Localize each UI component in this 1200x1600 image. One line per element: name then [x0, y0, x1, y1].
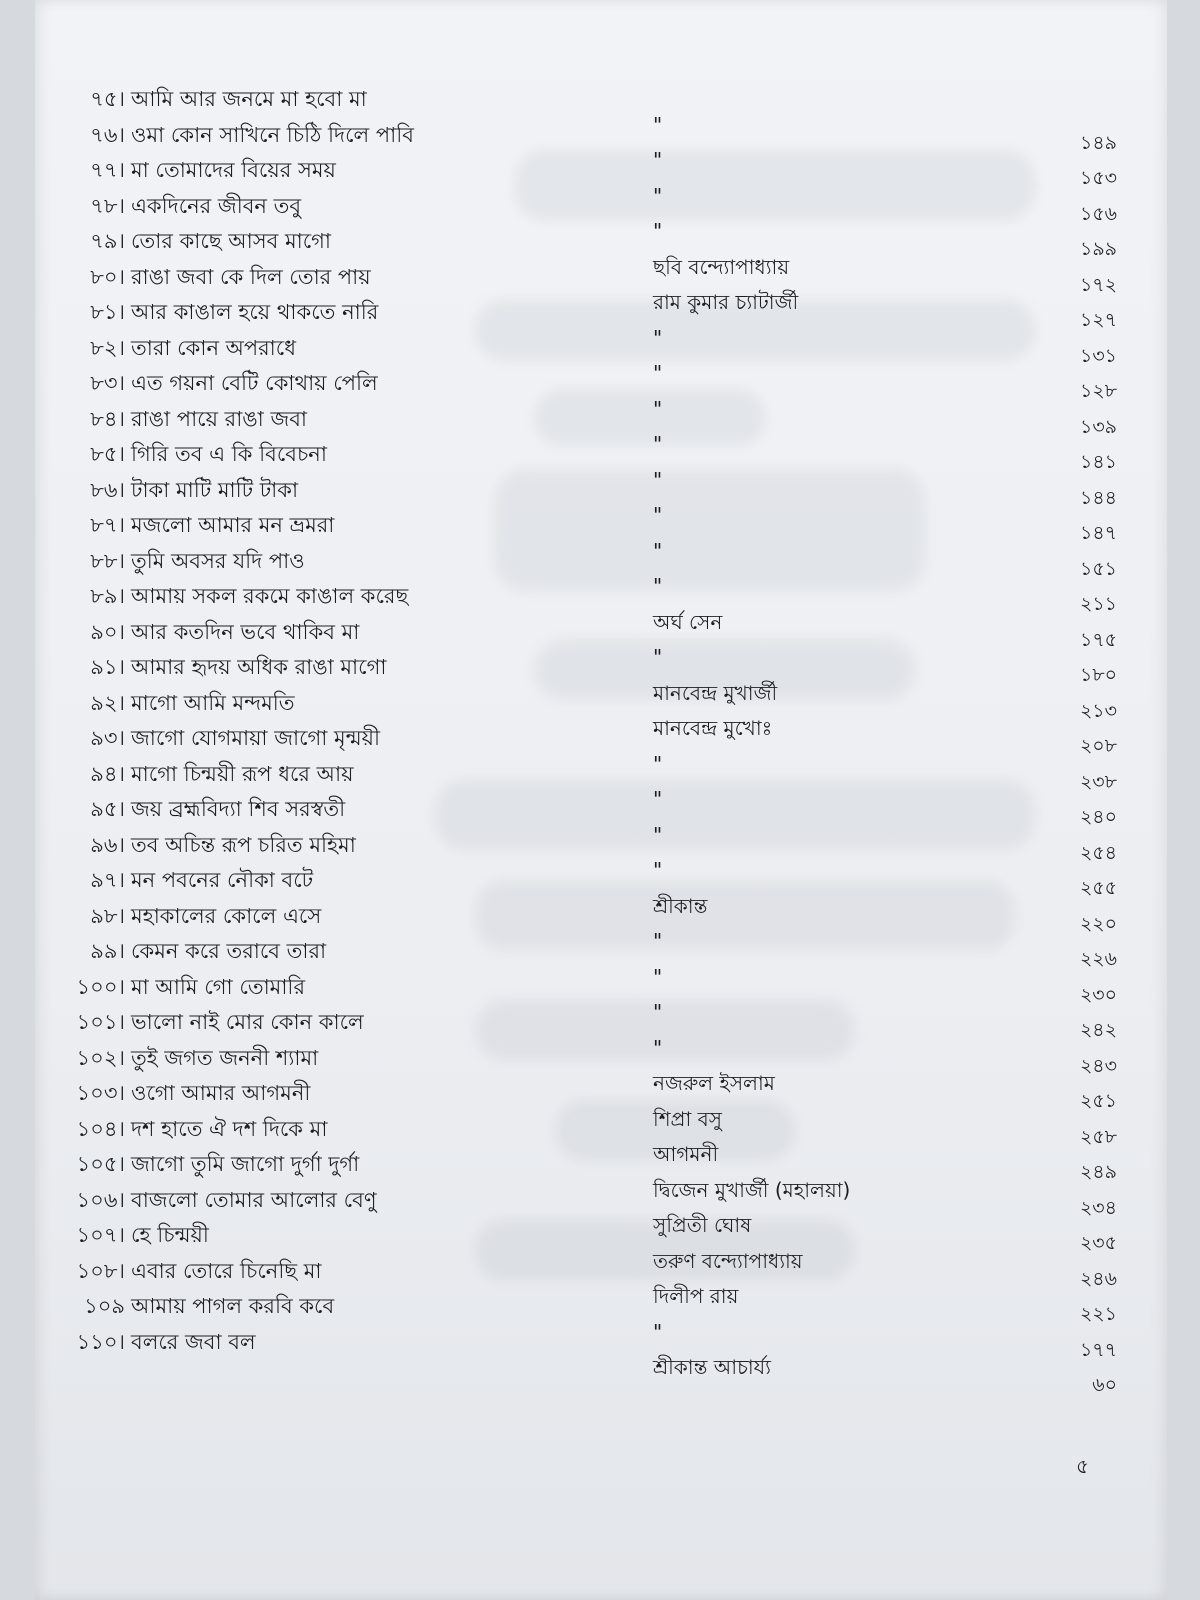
entry-title: আমি আর জনমে মা হবো মা	[131, 87, 367, 111]
entry-number: ৮০।	[90, 264, 125, 289]
entry-number: ৭৭।	[90, 158, 125, 182]
entry-number: ৭৬।	[90, 122, 125, 147]
entry-singer: "	[653, 1319, 663, 1344]
entry-page-number: ১৪১	[1080, 451, 1117, 473]
entry-singer: শ্রীকান্ত	[653, 893, 708, 918]
entry-page-number: ২৪৯	[1079, 1161, 1117, 1183]
entry-number: ১০৭।	[76, 1223, 125, 1247]
entry-singer: "	[653, 1000, 663, 1024]
entry-singer: "	[653, 751, 663, 776]
list-item	[35, 1071, 1167, 1112]
entry-number: ১০৪।	[76, 1116, 125, 1141]
entry-title: বলরে জবা বল	[131, 1329, 256, 1354]
list-item	[35, 112, 1167, 154]
entry-number: ১১০।	[76, 1329, 125, 1354]
entry-singer: শ্রীকান্ত আচার্য্য	[653, 1355, 771, 1379]
list-item	[35, 716, 1167, 757]
entry-title: আর কতদিন ভবে থাকিব মা	[131, 619, 360, 644]
entry-page-number: ১৭২	[1079, 273, 1117, 296]
entry-number: ৭৫।	[90, 87, 125, 111]
list-item	[35, 787, 1167, 828]
entry-title: মা আমি গো তোমারি	[131, 974, 305, 999]
entry-page-number: ২৫৫	[1079, 877, 1117, 899]
entry-title: দশ হাতে ঐ দশ দিকে মা	[131, 1116, 328, 1141]
list-item	[35, 148, 1167, 189]
entry-number: ৭৯।	[90, 229, 125, 253]
entry-page-number: ১৭৫	[1079, 628, 1117, 651]
list-item	[35, 82, 1167, 118]
entry-number: ৮২।	[90, 335, 125, 360]
entry-title: গিরি তব এ কি বিবেচনা	[131, 442, 327, 466]
entry-singer: মানবেন্দ্র মুখোঃ	[653, 716, 773, 740]
book-page	[35, 0, 1167, 1600]
entry-singer: "	[653, 645, 663, 669]
list-item	[35, 1284, 1167, 1325]
entry-page-number: ২২১	[1079, 1303, 1117, 1325]
list-item	[35, 503, 1167, 544]
entry-singer: "	[653, 787, 663, 811]
entry-page-number: ২২৬	[1079, 948, 1117, 970]
entry-page-number: ২৩৫	[1079, 1232, 1117, 1254]
entry-title: তুমি অবসর যদি পাও	[131, 548, 305, 573]
entry-page-number: ১৮০	[1079, 664, 1117, 686]
entry-number: ৯৪।	[90, 761, 125, 786]
entry-title: কেমন করে তরাবে তারা	[131, 939, 327, 963]
entry-singer: "	[653, 858, 663, 882]
list-item	[35, 1142, 1167, 1183]
entry-page-number: ২০৮	[1079, 735, 1117, 757]
entry-title: মাগো আমি মন্দমতি	[131, 690, 295, 715]
entry-singer: "	[653, 1035, 663, 1060]
entry-title: তুই জগত জননী শ্যামা	[131, 1045, 319, 1070]
entry-singer: নজরুল ইসলাম	[653, 1071, 775, 1095]
entry-page-number: ১৯৯	[1080, 238, 1117, 260]
entry-page-number: ২৪৩	[1079, 1054, 1117, 1077]
entry-singer: "	[653, 361, 663, 385]
entry-number: ১০৩।	[76, 1081, 125, 1105]
entry-singer: "	[653, 503, 663, 527]
list-item	[35, 1355, 1167, 1396]
entry-singer: রাম কুমার চ্যাটার্জী	[653, 290, 799, 314]
entry-title: মন পবনের নৌকা বটে	[131, 868, 314, 892]
entry-singer: সুপ্রিতী ঘোষ	[653, 1213, 752, 1237]
entry-singer: "	[653, 929, 663, 953]
entry-number: ৯৯।	[90, 939, 125, 963]
entry-number: ৯০।	[90, 619, 125, 644]
list-item	[35, 254, 1167, 296]
entry-singer: "	[653, 219, 663, 243]
entry-title: আর কাঙাল হয়ে থাকতে নারি	[131, 300, 379, 324]
entry-number: ৮৮।	[90, 548, 125, 573]
list-item	[35, 822, 1167, 864]
list-item	[35, 645, 1167, 686]
list-item	[35, 1177, 1167, 1219]
entry-page-number: ১৭৭	[1079, 1338, 1117, 1361]
entry-title: তোর কাছে আসব মাগো	[131, 229, 331, 253]
entry-title: ভালো নাই মোর কোন কালে	[131, 1010, 364, 1034]
list-item	[35, 964, 1167, 1006]
entry-title: রাঙা জবা কে দিল তোর পায়	[131, 264, 371, 289]
entry-singer: দিলীপ রায়	[653, 1284, 739, 1308]
entry-title: মা তোমাদের বিয়ের সময়	[131, 158, 336, 182]
entry-page-number: ১৪৯	[1080, 131, 1117, 154]
entry-title: রাঙা পায়ে রাঙা জবা	[131, 406, 308, 431]
entry-page-number: ১২৭	[1079, 309, 1117, 331]
table-of-contents	[35, 82, 1167, 1396]
list-item	[35, 1248, 1167, 1290]
entry-page-number: ২৩৪	[1079, 1196, 1117, 1219]
entry-number: ৮৬।	[90, 477, 125, 502]
entry-singer: "	[653, 148, 663, 172]
list-item	[35, 1106, 1167, 1148]
entry-number: ৮৭।	[90, 513, 125, 537]
entry-singer: "	[653, 467, 663, 492]
entry-singer: তরুণ বন্দ্যোপাধ্যায়	[653, 1248, 803, 1273]
entry-title: আমার হৃদয় অধিক রাঙা মাগো	[131, 655, 387, 679]
entry-page-number: ২১৩	[1079, 699, 1117, 722]
list-item	[35, 929, 1167, 970]
entry-title: মহাকালের কোলে এসে	[131, 903, 322, 928]
entry-page-number: ১৩১	[1079, 344, 1117, 367]
entry-number: ৯৭।	[90, 868, 125, 892]
entry-page-number: ২৫৮	[1079, 1125, 1117, 1148]
entry-title: আমায় পাগল করবি কবে	[131, 1294, 335, 1318]
entry-page-number: ২৪০	[1079, 806, 1117, 828]
entry-number: ৭৮।	[90, 193, 125, 218]
entry-number: ৯৮।	[90, 903, 125, 928]
entry-title: মজলো আমার মন ভ্রমরা	[131, 513, 335, 537]
entry-title: এবার তোরে চিনেছি মা	[131, 1258, 322, 1283]
entry-page-number: ১৫৬	[1079, 202, 1117, 225]
entry-number: ১০২।	[76, 1045, 125, 1070]
entry-singer: "	[653, 183, 663, 208]
entry-title: ওগো আমার আগমনী	[131, 1081, 311, 1105]
entry-singer: "	[653, 574, 663, 598]
list-item	[35, 290, 1167, 331]
list-item	[35, 467, 1167, 509]
list-item	[35, 858, 1167, 899]
list-item	[35, 893, 1167, 935]
entry-page-number: ১৫৩	[1079, 167, 1117, 189]
list-item	[35, 609, 1167, 651]
entry-number: ৮৯।	[90, 584, 125, 608]
entry-number: ১০৮।	[76, 1258, 125, 1283]
entry-page-number: ২৪৬	[1079, 1267, 1117, 1290]
entry-title: আমায় সকল রকমে কাঙাল করেছ	[131, 584, 409, 608]
entry-number: ১০৬।	[76, 1187, 125, 1212]
entry-title: তব অচিন্ত রূপ চরিত মহিমা	[131, 832, 356, 857]
list-item	[35, 751, 1167, 793]
list-item	[35, 183, 1167, 225]
entry-page-number: ২৩৮	[1079, 770, 1117, 793]
entry-number: ৮৩।	[90, 371, 125, 395]
entry-number: ৯৬।	[90, 832, 125, 857]
entry-singer: শিপ্রা বসু	[653, 1106, 722, 1131]
entry-number: ৮১।	[90, 300, 125, 324]
entry-singer: "	[653, 432, 663, 456]
entry-title: ওমা কোন সাখিনে চিঠি দিলে পাবি	[131, 122, 414, 147]
entry-number: ৯১।	[90, 655, 125, 679]
list-item	[35, 432, 1167, 473]
entry-title: জাগো যোগমায়া জাগো মৃন্ময়ী	[131, 726, 380, 750]
entry-page-number: ২১১	[1079, 593, 1117, 615]
entry-singer: "	[653, 822, 663, 847]
entry-singer: "	[653, 325, 663, 350]
entry-title: বাজলো তোমার আলোর বেণু	[131, 1187, 377, 1212]
entry-page-number: ১৪৭	[1079, 522, 1117, 544]
entry-singer: আগমনী	[653, 1142, 719, 1166]
entry-page-number: ৬০	[1092, 1374, 1117, 1396]
list-item	[35, 219, 1167, 260]
list-item	[35, 574, 1167, 615]
entry-page-number: ২৫৪	[1079, 841, 1117, 864]
entry-number: ৮৫।	[90, 442, 125, 466]
entry-title: মাগো চিন্ময়ী রূপ ধরে আয়	[131, 761, 354, 786]
list-item	[35, 325, 1167, 367]
list-item	[35, 396, 1167, 438]
entry-number: ৯৩।	[90, 726, 125, 750]
list-item	[35, 538, 1167, 580]
entry-title: জাগো তুমি জাগো দুর্গা দুর্গা	[131, 1152, 360, 1176]
list-item	[35, 361, 1167, 402]
entry-title: একদিনের জীবন তবু	[131, 193, 302, 218]
entry-title: টাকা মাটি মাটি টাকা	[131, 477, 299, 502]
entry-page-number: ১২৮	[1079, 380, 1117, 402]
entry-number: ৮৪।	[90, 406, 125, 431]
entry-singer: ছবি বন্দ্যোপাধ্যায়	[653, 254, 790, 279]
entry-singer: মানবেন্দ্র মুখার্জী	[653, 680, 778, 705]
entry-page-number: ১৪৪	[1080, 486, 1117, 509]
entry-singer: "	[653, 964, 663, 989]
entry-singer: "	[653, 112, 663, 137]
page-number: ৫	[1076, 1454, 1089, 1478]
entry-singer: "	[653, 396, 663, 421]
list-item	[35, 1319, 1167, 1361]
entry-title: জয় ব্রহ্মবিদ্যা শিব সরস্বতী	[131, 797, 346, 821]
entry-number: ১০৫।	[76, 1152, 125, 1176]
list-item	[35, 1035, 1167, 1077]
entry-singer: "	[653, 538, 663, 563]
list-item	[35, 1213, 1167, 1254]
entry-page-number: ২৫১	[1079, 1090, 1117, 1112]
entry-number: ১০০।	[76, 974, 125, 999]
entry-page-number: ১৫১	[1080, 557, 1117, 580]
entry-number: ১০৯	[84, 1294, 125, 1318]
entry-singer: অর্ঘ সেন	[653, 609, 723, 634]
entry-number: ৯৫।	[90, 797, 125, 821]
entry-title: এত গয়না বেটি কোথায় পেলি	[131, 371, 378, 395]
list-item	[35, 1000, 1167, 1041]
entry-page-number: ২২০	[1079, 912, 1117, 935]
entry-number: ৯২।	[90, 690, 125, 715]
entry-page-number: ১৩৯	[1079, 415, 1117, 438]
entry-title: তারা কোন অপরাধে	[131, 335, 296, 360]
entry-singer: দ্বিজেন মুখার্জী (মহালয়া)	[653, 1177, 851, 1202]
list-item	[35, 680, 1167, 722]
entry-page-number: ২৩০	[1079, 983, 1117, 1006]
entry-page-number: ২৪২	[1079, 1019, 1117, 1041]
entry-title: হে চিন্ময়ী	[131, 1223, 209, 1247]
entry-number: ১০১।	[76, 1010, 125, 1034]
